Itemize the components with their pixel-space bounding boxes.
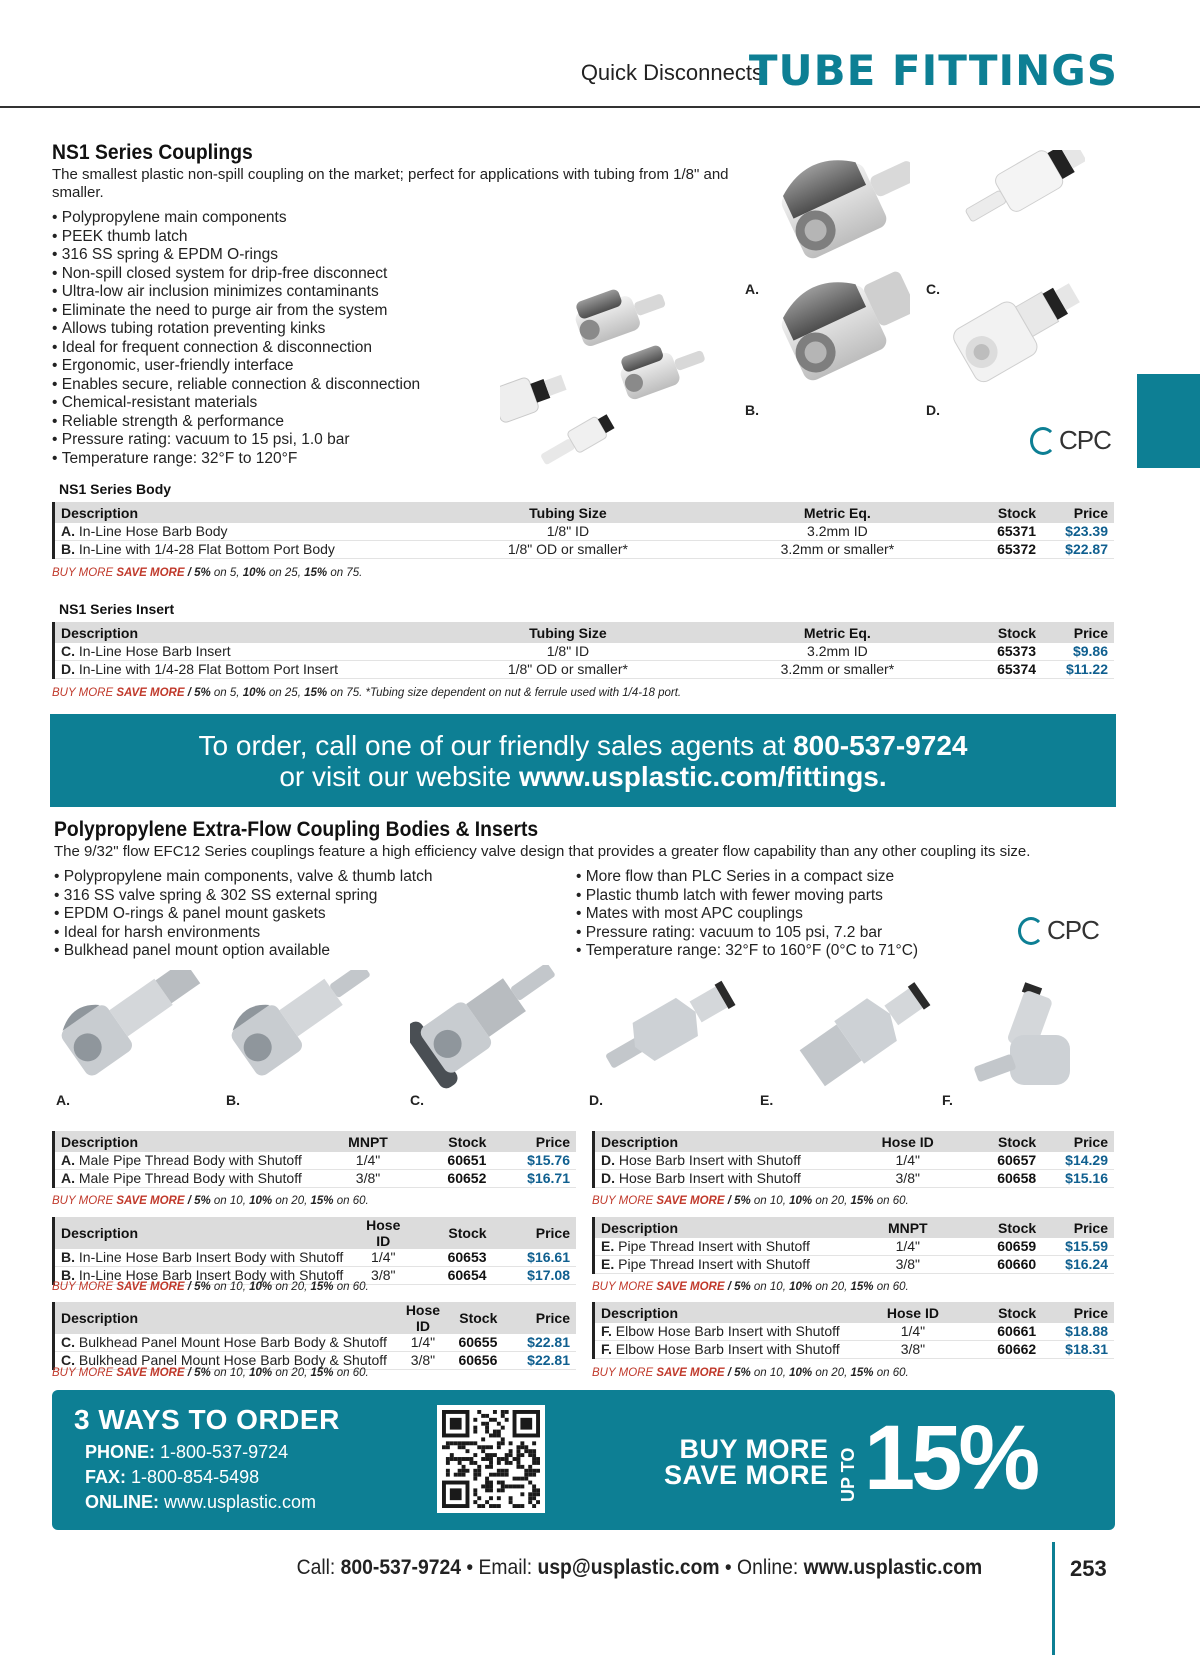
- feature-item: • Polypropylene main components, valve & thumb latch: [54, 868, 433, 887]
- cell-description: F. Elbow Hose Barb Insert with Shutoff: [594, 1323, 864, 1341]
- table-header-row: [594, 1217, 1115, 1238]
- product-image-b: [760, 262, 910, 402]
- table-row: [54, 541, 1115, 559]
- cell-size: 1/4": [863, 1152, 953, 1170]
- col-header-metric: Metric Eq.: [703, 622, 972, 643]
- footer-contact: Call: 800-537-9724 • Email: usp@usplastic.com • Online: www.usplastic.com: [296, 1556, 982, 1579]
- cell-description: F. Elbow Hose Barb Insert with Shutoff: [594, 1341, 864, 1359]
- cell-tubing-size: 1/8" OD or smaller*: [433, 541, 702, 559]
- cell-stock: 60656: [452, 1352, 503, 1370]
- cell-description: B. In-Line Hose Barb Insert Body with Shutoff: [54, 1249, 354, 1267]
- header-title: TUBE FITTINGS: [748, 46, 1118, 95]
- cell-stock: 60659: [953, 1238, 1043, 1256]
- buy-more-note: BUY MORE SAVE MORE / 5% on 10, 10% on 20, 15% on 60.: [52, 1367, 369, 1379]
- efc-product-image-c: [410, 965, 580, 1090]
- col-header-price: Price: [503, 1302, 576, 1334]
- figure-label-a: A.: [56, 1092, 70, 1108]
- table-header-row: [54, 622, 1115, 643]
- col-header-description: Description: [594, 1217, 863, 1238]
- ns1-group-product-image: [500, 285, 730, 475]
- item-key: A.: [61, 523, 75, 539]
- feature-item: • Ultra-low air inclusion minimizes contaminants: [52, 283, 420, 302]
- item-desc: In-Line Hose Barb Body: [78, 523, 228, 539]
- cell-metric: 3.2mm or smaller*: [703, 661, 972, 679]
- buy-more-note: BUY MORE SAVE MORE / 5% on 5, 10% on 25, 15% on 75. *Tubing size dependent on nut & ferrule used with 1/4-18 port.: [52, 687, 682, 699]
- cell-price: $16.24: [1042, 1256, 1114, 1274]
- save-more-text: SAVE MORE: [664, 1460, 829, 1490]
- buy-more-note: BUY MORE SAVE MORE / 5% on 10, 10% on 20, 15% on 60.: [592, 1195, 909, 1207]
- cell-description: [54, 643, 434, 661]
- buy-more-note: BUY MORE SAVE MORE / 5% on 10, 10% on 20, 15% on 60.: [592, 1367, 909, 1379]
- buy-more-note: BUY MORE SAVE MORE / 5% on 10, 10% on 20, 15% on 60.: [592, 1281, 909, 1293]
- cell-price: $18.31: [1042, 1341, 1114, 1359]
- cell-stock: 60651: [403, 1152, 492, 1170]
- feature-item: • Pressure rating: vacuum to 105 psi, 7.2 bar: [576, 924, 918, 943]
- col-header-price: Price: [1042, 1131, 1114, 1152]
- table-row: [594, 1152, 1115, 1170]
- cpc-logo-text: CPC: [1047, 915, 1099, 945]
- footer-phone-link[interactable]: 800-537-9724: [340, 1556, 461, 1579]
- col-header-price: Price: [1042, 1217, 1114, 1238]
- banner-website-link[interactable]: www.usplastic.com/fittings.: [518, 761, 887, 792]
- feature-item: • PEEK thumb latch: [52, 228, 420, 247]
- table-row: [594, 1323, 1115, 1341]
- efc-product-image-b: [230, 970, 390, 1090]
- feature-item: • Temperature range: 32°F to 160°F (0°C to 71°C): [576, 942, 918, 961]
- feature-item: • Non-spill closed system for drip-free disconnect: [52, 265, 420, 284]
- feature-item: • 316 SS spring & EPDM O-rings: [52, 246, 420, 265]
- ns1-feature-list: [52, 209, 420, 468]
- banner-text: or visit our website: [279, 761, 519, 792]
- table-row: [54, 1334, 577, 1352]
- ways-phone[interactable]: PHONE: 1-800-537-9724: [85, 1442, 289, 1462]
- cpc-logo: [1018, 915, 1099, 946]
- col-header-stock: Stock: [953, 1217, 1043, 1238]
- col-header-size: Hose ID: [353, 1217, 413, 1249]
- cell-size: 3/8": [863, 1170, 953, 1188]
- col-header-stock: Stock: [972, 622, 1042, 643]
- cell-stock: 60657: [953, 1152, 1043, 1170]
- cell-price: $16.61: [493, 1249, 576, 1267]
- col-header-description: Description: [54, 502, 434, 523]
- table-row: [54, 643, 1115, 661]
- cell-stock: 60652: [403, 1170, 492, 1188]
- cell-description: D. Hose Barb Insert with Shutoff: [594, 1170, 863, 1188]
- efc-product-image-d: [595, 970, 755, 1090]
- cell-price: $14.29: [1042, 1152, 1114, 1170]
- ways-to-order-box: [52, 1390, 1115, 1530]
- cell-description: [54, 523, 434, 541]
- cell-price: $9.86: [1042, 643, 1114, 661]
- efc-feature-list-left: [54, 868, 433, 961]
- order-banner: [50, 714, 1116, 807]
- page-number: 253: [1070, 1556, 1107, 1581]
- cell-description: C. Bulkhead Panel Mount Hose Barb Body & Shutoff: [54, 1352, 394, 1370]
- cell-description: D. Hose Barb Insert with Shutoff: [594, 1152, 863, 1170]
- cell-size: 1/4": [333, 1152, 403, 1170]
- col-header-price: Price: [1042, 1302, 1114, 1323]
- figure-label-f: F.: [942, 1092, 953, 1108]
- col-header-size: Hose ID: [863, 1302, 962, 1323]
- cell-stock: 65374: [972, 661, 1042, 679]
- col-header-metric: Metric Eq.: [703, 502, 972, 523]
- col-header-size: MNPT: [863, 1217, 953, 1238]
- cpc-logo-mark: [1018, 917, 1044, 945]
- header-subtitle: Quick Disconnects: [580, 60, 763, 85]
- item-desc: In-Line with 1/4-28 Flat Bottom Port Body: [78, 541, 335, 557]
- ns1-body-table: [52, 502, 1114, 559]
- col-header-description: Description: [54, 1131, 334, 1152]
- cell-description: [54, 541, 434, 559]
- banner-phone-link[interactable]: 800-537-9724: [793, 730, 968, 761]
- cell-size: 3/8": [393, 1352, 452, 1370]
- ways-online[interactable]: ONLINE: www.usplastic.com: [85, 1492, 317, 1512]
- cell-price: $17.08: [493, 1267, 576, 1285]
- cell-size: 3/8": [333, 1170, 403, 1188]
- cell-size: 1/4": [353, 1249, 413, 1267]
- col-header-price: Price: [493, 1217, 576, 1249]
- figure-label-e: E.: [760, 1092, 774, 1108]
- cell-stock: 60661: [963, 1323, 1043, 1341]
- feature-item: • Plastic thumb latch with fewer moving parts: [576, 887, 918, 906]
- cpc-logo-mark: [1030, 427, 1056, 455]
- footer-divider: [1052, 1542, 1055, 1655]
- cell-size: 3/8": [353, 1267, 413, 1285]
- figure-label-b: B.: [745, 402, 759, 418]
- cell-description: [54, 661, 434, 679]
- efc-product-image-e: [790, 965, 940, 1090]
- efc-intro: The 9/32" flow EFC12 Series couplings feature a high efficiency valve design that provides a greater flow capability than any other coupling its size.: [54, 843, 1031, 860]
- col-header-tubing-size: Tubing Size: [433, 622, 702, 643]
- cell-price: $22.81: [503, 1334, 576, 1352]
- cell-price: $22.87: [1042, 541, 1114, 559]
- col-header-size: Hose ID: [393, 1302, 452, 1334]
- table-row: [594, 1238, 1115, 1256]
- col-header-stock: Stock: [452, 1302, 503, 1334]
- col-header-description: Description: [54, 622, 434, 643]
- feature-item: • More flow than PLC Series in a compact size: [576, 868, 918, 887]
- table-header-row: [54, 1217, 577, 1249]
- table-header-row: [54, 1302, 577, 1334]
- feature-item: • EPDM O-rings & panel mount gaskets: [54, 905, 433, 924]
- feature-item: • Mates with most APC couplings: [576, 905, 918, 924]
- ns1-intro: The smallest plastic non-spill coupling on the market; perfect for applications with tubing from 1/8" and smaller.: [52, 166, 729, 201]
- ways-title: 3 WAYS TO ORDER: [74, 1404, 340, 1435]
- feature-item: • Eliminate the need to purge air from the system: [52, 302, 420, 321]
- feature-item: • Chemical-resistant materials: [52, 394, 420, 413]
- table-row: [54, 1152, 577, 1170]
- col-header-description: Description: [54, 1217, 354, 1249]
- item-key: C.: [61, 643, 75, 659]
- feature-item: • Ergonomic, user-friendly interface: [52, 357, 420, 376]
- buy-more-note: BUY MORE SAVE MORE / 5% on 10, 10% on 20, 15% on 60.: [52, 1195, 369, 1207]
- up-to-label: [832, 1436, 862, 1504]
- feature-item: • Ideal for harsh environments: [54, 924, 433, 943]
- feature-item: • Polypropylene main components: [52, 209, 420, 228]
- cell-stock: 60658: [953, 1170, 1043, 1188]
- cpc-logo-text: CPC: [1059, 425, 1111, 455]
- footer-email-link[interactable]: usp@usplastic.com: [537, 1556, 720, 1579]
- cell-description: B. In-Line Hose Barb Insert Body with Shutoff: [54, 1267, 354, 1285]
- col-header-price: Price: [492, 1131, 576, 1152]
- cell-description: E. Pipe Thread Insert with Shutoff: [594, 1238, 863, 1256]
- col-header-stock: Stock: [403, 1131, 492, 1152]
- table-row: [54, 661, 1115, 679]
- cell-stock: 65371: [972, 523, 1042, 541]
- ways-fax: FAX: 1-800-854-5498: [85, 1467, 260, 1487]
- figure-label-b: B.: [226, 1092, 240, 1108]
- discount-percent: 15%: [864, 1407, 1037, 1509]
- buy-more-note: BUY MORE SAVE MORE / 5% on 5, 10% on 25, 15% on 75.: [52, 567, 363, 579]
- feature-item: • Enables secure, reliable connection & disconnection: [52, 376, 420, 395]
- col-header-stock: Stock: [953, 1131, 1043, 1152]
- cell-stock: 60662: [963, 1341, 1043, 1359]
- feature-item: • Pressure rating: vacuum to 15 psi, 1.0 bar: [52, 431, 420, 450]
- feature-item: • Temperature range: 32°F to 120°F: [52, 450, 420, 469]
- cell-description: E. Pipe Thread Insert with Shutoff: [594, 1256, 863, 1274]
- cell-price: $15.59: [1042, 1238, 1114, 1256]
- buy-more-save-more: [664, 1436, 829, 1488]
- cell-price: $11.22: [1042, 661, 1114, 679]
- table-header-row: [54, 1131, 577, 1152]
- item-key: D.: [61, 661, 75, 677]
- cell-description: A. Male Pipe Thread Body with Shutoff: [54, 1170, 334, 1188]
- cell-description: A. Male Pipe Thread Body with Shutoff: [54, 1152, 334, 1170]
- table-row: [594, 1256, 1115, 1274]
- table-row: [594, 1170, 1115, 1188]
- cell-tubing-size: 1/8" OD or smaller*: [433, 661, 702, 679]
- cell-size: 1/4": [863, 1323, 962, 1341]
- efc-table-d: [592, 1131, 1114, 1188]
- cell-tubing-size: 1/8" ID: [433, 523, 702, 541]
- efc-product-image-a: [60, 970, 210, 1090]
- banner-text: To order, call one of our friendly sales agents at: [198, 730, 794, 761]
- qr-code-image: [442, 1410, 540, 1508]
- qr-code[interactable]: [437, 1405, 545, 1513]
- efc-product-image-f: [955, 965, 1095, 1090]
- cell-stock: 65373: [972, 643, 1042, 661]
- col-header-size: MNPT: [333, 1131, 403, 1152]
- col-header-price: Price: [1042, 502, 1114, 523]
- item-desc: In-Line with 1/4-28 Flat Bottom Port Insert: [78, 661, 339, 677]
- feature-item: • Ideal for frequent connection & disconnection: [52, 339, 420, 358]
- col-header-description: Description: [594, 1302, 864, 1323]
- product-image-d: [945, 262, 1085, 402]
- efc-table-c: [52, 1302, 576, 1370]
- cell-size: 3/8": [863, 1256, 953, 1274]
- footer-website-link[interactable]: www.usplastic.com: [803, 1556, 982, 1579]
- cell-metric: 3.2mm ID: [703, 523, 972, 541]
- cell-stock: 65372: [972, 541, 1042, 559]
- table-row: [594, 1341, 1115, 1359]
- figure-label-a: A.: [745, 281, 759, 297]
- col-header-stock: Stock: [972, 502, 1042, 523]
- table-header-row: [54, 502, 1115, 523]
- cell-size: 1/4": [393, 1334, 452, 1352]
- cell-stock: 60660: [953, 1256, 1043, 1274]
- col-header-description: Description: [54, 1302, 394, 1334]
- cell-price: $15.16: [1042, 1170, 1114, 1188]
- efc-table-a: [52, 1131, 576, 1188]
- ns1-body-table-caption: NS1 Series Body: [59, 481, 172, 497]
- table-row: [54, 1249, 577, 1267]
- cell-size: 3/8": [863, 1341, 962, 1359]
- efc-table-e: [592, 1217, 1114, 1274]
- cell-tubing-size: 1/8" ID: [433, 643, 702, 661]
- ns1-insert-table: [52, 622, 1114, 679]
- table-row: [54, 523, 1115, 541]
- col-header-description: Description: [594, 1131, 863, 1152]
- cell-stock: 60654: [413, 1267, 492, 1285]
- feature-item: • 316 SS valve spring & 302 SS external spring: [54, 887, 433, 906]
- cell-description: C. Bulkhead Panel Mount Hose Barb Body & Shutoff: [54, 1334, 394, 1352]
- figure-label-c: C.: [926, 281, 940, 297]
- cpc-logo: [1030, 425, 1111, 456]
- cell-size: 1/4": [863, 1238, 953, 1256]
- cell-price: $23.39: [1042, 523, 1114, 541]
- feature-item: • Allows tubing rotation preventing kinks: [52, 320, 420, 339]
- figure-label-d: D.: [589, 1092, 603, 1108]
- col-header-stock: Stock: [963, 1302, 1043, 1323]
- cell-metric: 3.2mm ID: [703, 643, 972, 661]
- feature-item: • Bulkhead panel mount option available: [54, 942, 433, 961]
- efc-table-b: [52, 1217, 576, 1285]
- item-key: B.: [61, 541, 75, 557]
- header-rule: [0, 106, 1200, 108]
- cell-stock: 60655: [452, 1334, 503, 1352]
- section-side-tab: [1137, 374, 1200, 468]
- col-header-size: Hose ID: [863, 1131, 953, 1152]
- cell-metric: 3.2mm or smaller*: [703, 541, 972, 559]
- table-row: [54, 1170, 577, 1188]
- cell-price: $15.76: [492, 1152, 576, 1170]
- cell-price: $18.88: [1042, 1323, 1114, 1341]
- cell-stock: 60653: [413, 1249, 492, 1267]
- ns1-section-title: NS1 Series Couplings: [52, 141, 253, 164]
- cell-price: $22.81: [503, 1352, 576, 1370]
- col-header-stock: Stock: [413, 1217, 492, 1249]
- buy-more-note: BUY MORE SAVE MORE / 5% on 10, 10% on 20, 15% on 60.: [52, 1281, 369, 1293]
- efc-section-title: Polypropylene Extra-Flow Coupling Bodies & Inserts: [54, 818, 539, 841]
- efc-feature-list-right: [576, 868, 918, 961]
- figure-label-c: C.: [410, 1092, 424, 1108]
- ns1-insert-table-caption: NS1 Series Insert: [59, 601, 175, 617]
- efc-table-f: [592, 1302, 1114, 1359]
- table-header-row: [594, 1302, 1115, 1323]
- feature-item: • Reliable strength & performance: [52, 413, 420, 432]
- col-header-price: Price: [1042, 622, 1114, 643]
- up-to-text: UP TO: [838, 1447, 858, 1502]
- item-desc: In-Line Hose Barb Insert: [78, 643, 231, 659]
- cell-price: $16.71: [492, 1170, 576, 1188]
- table-header-row: [594, 1131, 1115, 1152]
- figure-label-d: D.: [926, 402, 940, 418]
- col-header-tubing-size: Tubing Size: [433, 502, 702, 523]
- buy-more-text: BUY MORE: [679, 1434, 829, 1464]
